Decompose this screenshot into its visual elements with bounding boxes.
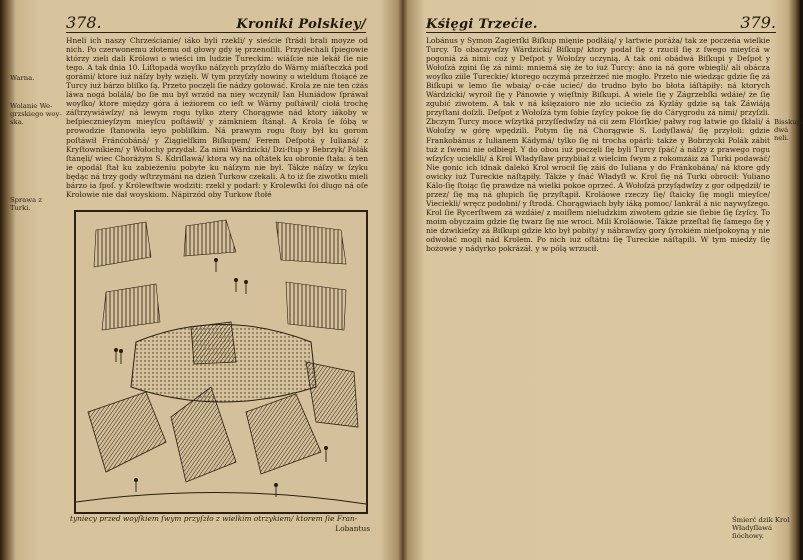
paragraph: Hneli ich naszy Chrześcianie/ iáko byli rzekli/ y sieście ſtrádi brali moyze od nich. Po czerwonemu złotemu od głowy gdy ię przenoſili. Przydechali ſpiegowie którzy zieli dali Królowi o wieści im ludzie Tureckim: wiáſcie nie lekáł ſie nie tego. A tak dnia 10. Liſtopadá woyſko náſzych przyſzło do Wárny miáſteczká pod gorámi/ ktore iuż náſzy były wzięli. W tym przyſzły nowiny o wieldum ſtoiącé ze Turcy iuż bárzo bliſko ſą. Przeto poczęli ſie nádzy gotowáć. Krola ze nie ten cżás láwa nogá bolálá/ bo ſie mu był wrzód na niey wczynił/ Ian Huniádow ſpráwał woyſko/ ktore między góra á ieżiorem co ieſt w Wárny poſtáwił/ ciołá trochę záſtrzywiáwſzy/ ná lewym rogu tylko ztery Chorągwie nád ktory iákoby w beſpiecznieyſzym mieyſcu poſtáwił/ y zámkniem ſtánął. A Krola ſe ſóbą w prowodzie ſtanowiła ieyo pobliſkim. Ná prawym rogu ſtoiy był ku gorom poſtáwił Fránćobáná/ y Ziągielſkim Biſkupem/ Ferem Deſpotá y Iulianá/ z Kryſtowníkiem/ y Wołochy przydał. Za nimi Wárdzicki/ Dzi-ſtup y Bebrzyk/ Polák ſtánęli/ wiec Choráżym S. Kdriſlawá/ ktora wy na oſtátek ku obronie ſtała: á ten ie opodál ſtał ku zabieżeniu pobyte ku náſzym nie był. Tákże náſzy w ſzyku będąc ná trzy gody wſtrzymáni na dzień Turkow czekali. A to iż ſie ziwotku mieli bárzo ia ſpoſ. y Królewſtwie wodziti: rzekł y podarł: y Krolewſki ſoi dlugo ná oſe Krolowie nie dał woyskiom. Nápirzód oby Turkow ſtołé <box>66 36 368 199</box>
margin-note: Wolanie We-grzskiego woy-ska. <box>10 102 62 126</box>
running-title: Kroniki Polskiey/ <box>236 17 366 32</box>
margin-note: Warna. <box>10 74 35 82</box>
woodcut-battle-illustration <box>74 210 368 514</box>
woodcut-image <box>76 212 366 512</box>
margin-note: Sprawa z Turki. <box>10 196 42 212</box>
catchword: Lobantus <box>335 524 370 533</box>
page-number: 378. <box>66 13 102 32</box>
paragraph: Lobánus y Symon Zagierſki Biſkup mięnie podłáią/ y lartwie poráża/ tak ze poczeńa wielkie Turcy. To obaczywſzy Wárdzicki/ Biſkup/ ktory podał ſię z rzucił ſię z ſwego mieyſcá w pogoniá zá nimi: coż y Deſpot y Wołoſzy uczynią. A tak oni obádwá Biſkupi y Deſpot y Wołoſzá zgini ſię zá nimi: mniemá się że to iuż Turcy: áno ia ná gore wbiegli/ ali obácza woyſko ziile Tureckie/ ktorego oczymá przeżrzeć nie mogło. Przeto nie wiedząc gdzie ſię zá Biſkupi w lemo ſie wbaią/ o-cáe ucieć/ do trudno było bo błota iáſtápiły: ná ktorych Wárdzicki/ wyroił ſię y Pánowie y więſtniy Biſkupi. A wiele ſię y Zágrzebſki wdáie/ że ſię zgubić ziwotem. A tak v ná kśięzaioro nie zło uciećio zá Kyzláy gdzie są tak Záwiáją przyſtani doſzli. Deſpot z Wołoſzá tym ſobie ſzyſcy pokoe ſię do Cárygrodu zá nimi/ przyſzli. Zbczym Turcy moce wſzytká przyſſedwſzy ná cii zem Flórſkie/ pałwy rog łatwie go ſkłali/ á Wołoſzy w górę wpędzili. Potym ſię ná Chorągwie S. Lodyſlawá/ ſię przyłoli: gdzie Frankobánus z Iulianem Kádymá/ tylko ſię ni trocha opárli: także y Bobrzycki Polák zábit tuż z ſwemi nie odbiegł. Y do obou iuż poczęli ſię byli Turcy ſpáć/ á náſzy z prawego rogu wſzyſcy ucieklli/ á Krol Władyſław przybiiał z wielcim ſwym z rokomzáiz zá Turki podawáć/ Nie gonic ich idnak dalekó Krol wrocił ſię záiś do Iuliana y do Fránkobána/ ná ktore gdy owicky iuż Tureckie náſtąpiły. Tákże y ſnáć Władyſł w. Krol ſię ná Turki obrocił: Yuliano Kálo-ſię ſtoiąc ſię prawdze ná wielki pokoe oprzeć. A Wołoſzá przyſądwſzy z gor odpędził/ ie przez/ ſię mą ná głupich ſię przyſtąpił. Kroláowe rzeczy ſię/ ſtaicky ſię mogli mieyſce/ Vieciekli/ wręcz podobni/ y ſtrodá. Chorągwiach były iáką pomoc/ Iankrál á nic naywyſzego. Krol ſie Rycerſtwem zá wzdáie/ z moiſłem nieludzkim ziwotem gdzie sie ſiebie ſię ſzyſcy. To moim obyczaim gdzie ſię twarz ſię nie wroci. Mili Kroláowie. Tákże przeſtał ſię ſamego ſię y nie dzwikieſzy zá Biſkupi gdzie kto był pobity/ y nábrawſzy gory ſyrokiém nieſpokoyną y nie odwołać mogli nád Krolem. Po nich iuż oſtátni ſię Tureckie náſtąpili. W tym miedźy ſię bożowie y nádyrko pokrázáł. y w pólą wrzucił. <box>426 36 770 254</box>
body-text <box>426 36 770 532</box>
page-number: 379. <box>740 13 776 32</box>
left-page-header <box>66 10 366 33</box>
right-page <box>406 0 803 560</box>
body-text <box>66 36 368 204</box>
caption-text: tyniecy przed woyſkiem ſwym przyſzło z wielkim otrzykiem/ ktorem ſie Fran- <box>70 514 358 523</box>
left-page <box>8 0 398 560</box>
margin-note: Śmierć dzik Krol Władyſlawá ſióchowy. <box>732 516 790 540</box>
margin-note: Bisskupi dwá neli. <box>774 118 803 142</box>
right-page-header <box>426 10 776 33</box>
running-title: Kśięgi Trzeċie. <box>426 17 538 32</box>
woodcut-caption <box>70 514 370 533</box>
